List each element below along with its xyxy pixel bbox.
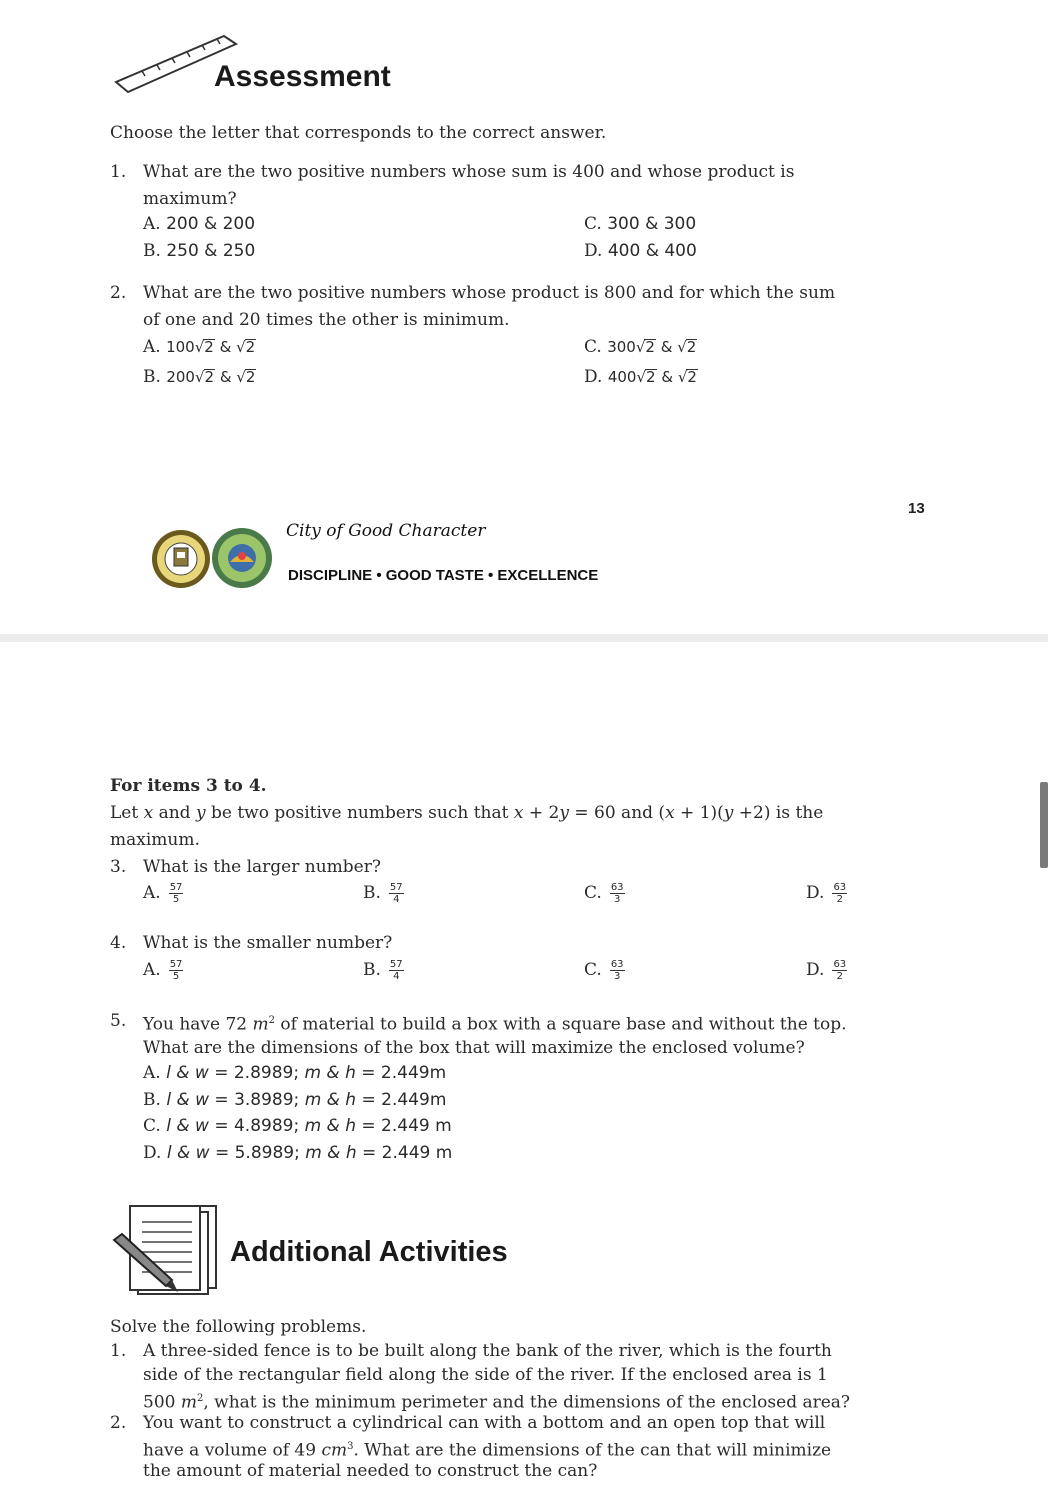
school-seal-logo bbox=[150, 528, 212, 590]
problem-2-line-2: have a volume of 49 $cm^3$. What are the dimensions of the can that will minimize bbox=[143, 1440, 832, 1461]
q4-choice-a: A. $\frac{57}{5}$ bbox=[143, 959, 183, 982]
q5-choice-b: B. l & w = 3.8989; m & h = 2.449m bbox=[143, 1090, 447, 1110]
q3-choice-a: A. $\frac{57}{5}$ bbox=[143, 882, 183, 905]
page-number: 13 bbox=[908, 500, 925, 517]
q2-choice-c: C. 300√2 & √2 bbox=[584, 337, 697, 357]
question-5-line-2: What are the dimensions of the box that will maximize the enclosed volume? bbox=[143, 1038, 805, 1058]
q1-choice-d: D. 400 & 400 bbox=[584, 241, 697, 261]
assessment-heading: Assessment bbox=[214, 60, 391, 93]
premise-line-2: maximum. bbox=[110, 830, 200, 850]
question-2-number: 2. bbox=[110, 283, 127, 303]
city-seal-logo bbox=[210, 526, 274, 590]
q4-choice-b: B. $\frac{57}{4}$ bbox=[363, 959, 403, 982]
solve-instruction: Solve the following problems. bbox=[110, 1317, 367, 1337]
q3-choice-b: B. $\frac{57}{4}$ bbox=[363, 882, 403, 905]
q4-choice-d: D. $\frac{63}{2}$ bbox=[806, 959, 847, 982]
question-1-line-1: What are the two positive numbers whose sum is 400 and whose product is bbox=[143, 162, 795, 182]
q1-choice-c: C. 300 & 300 bbox=[584, 214, 697, 234]
q1-choice-b: B. 250 & 250 bbox=[143, 241, 256, 261]
q2-choice-b: B. 200√2 & √2 bbox=[143, 367, 256, 387]
q5-choice-d: D. l & w = 5.8989; m & h = 2.449 m bbox=[143, 1143, 453, 1163]
q3-choice-c: C. $\frac{63}{3}$ bbox=[584, 882, 624, 905]
instruction-text: Choose the letter that corresponds to the correct answer. bbox=[110, 123, 607, 143]
problem-1-line-1: A three-sided fence is to be built along the bank of the river, which is the fourth bbox=[143, 1341, 832, 1361]
page-divider bbox=[0, 634, 1048, 642]
q2-choice-a: A. 100√2 & √2 bbox=[143, 337, 256, 357]
problem-1-line-2: side of the rectangular field along the side of the river. If the enclosed area is 1 bbox=[143, 1365, 828, 1385]
motto: DISCIPLINE • GOOD TASTE • EXCELLENCE bbox=[288, 567, 599, 584]
q3-choice-d: D. $\frac{63}{2}$ bbox=[806, 882, 847, 905]
question-5-line-1: You have 72 $m^2$ of material to build a box with a square base and without the top. bbox=[143, 1014, 847, 1035]
q2-choice-d: D. 400√2 & √2 bbox=[584, 367, 697, 387]
items-heading: For items 3 to 4. bbox=[110, 776, 267, 796]
premise-line-1: Let x and y be two positive numbers such that x + 2y = 60 and (x + 1)(y +2) is the bbox=[110, 803, 824, 823]
problem-2-line-1: You want to construct a cylindrical can with a bottom and an open top that will bbox=[143, 1413, 826, 1433]
question-3-number: 3. bbox=[110, 857, 127, 877]
city-tagline: City of Good Character bbox=[286, 521, 486, 541]
problem-2-line-3: the amount of material needed to construct the can? bbox=[143, 1461, 598, 1481]
notepad-pencil-icon bbox=[108, 1202, 220, 1296]
additional-activities-heading: Additional Activities bbox=[230, 1236, 508, 1268]
problem-1-line-3: 500 $m^2$, what is the minimum perimeter and the dimensions of the enclosed area? bbox=[143, 1392, 851, 1413]
question-2-line-1: What are the two positive numbers whose product is 800 and for which the sum bbox=[143, 283, 836, 303]
question-1-number: 1. bbox=[110, 162, 127, 182]
question-1-line-2: maximum? bbox=[143, 189, 237, 209]
question-5-number: 5. bbox=[110, 1011, 127, 1031]
q5-choice-c: C. l & w = 4.8989; m & h = 2.449 m bbox=[143, 1116, 452, 1136]
q5-choice-a: A. l & w = 2.8989; m & h = 2.449m bbox=[143, 1063, 447, 1083]
q1-choice-a: A. 200 & 200 bbox=[143, 214, 256, 234]
question-4-number: 4. bbox=[110, 933, 127, 953]
question-4-text: What is the smaller number? bbox=[143, 933, 393, 953]
problem-1-number: 1. bbox=[110, 1341, 127, 1361]
question-3-text: What is the larger number? bbox=[143, 857, 381, 877]
q4-choice-c: C. $\frac{63}{3}$ bbox=[584, 959, 624, 982]
problem-2-number: 2. bbox=[110, 1413, 127, 1433]
scrollbar-thumb[interactable] bbox=[1040, 782, 1048, 868]
question-2-line-2: of one and 20 times the other is minimum. bbox=[143, 310, 510, 330]
